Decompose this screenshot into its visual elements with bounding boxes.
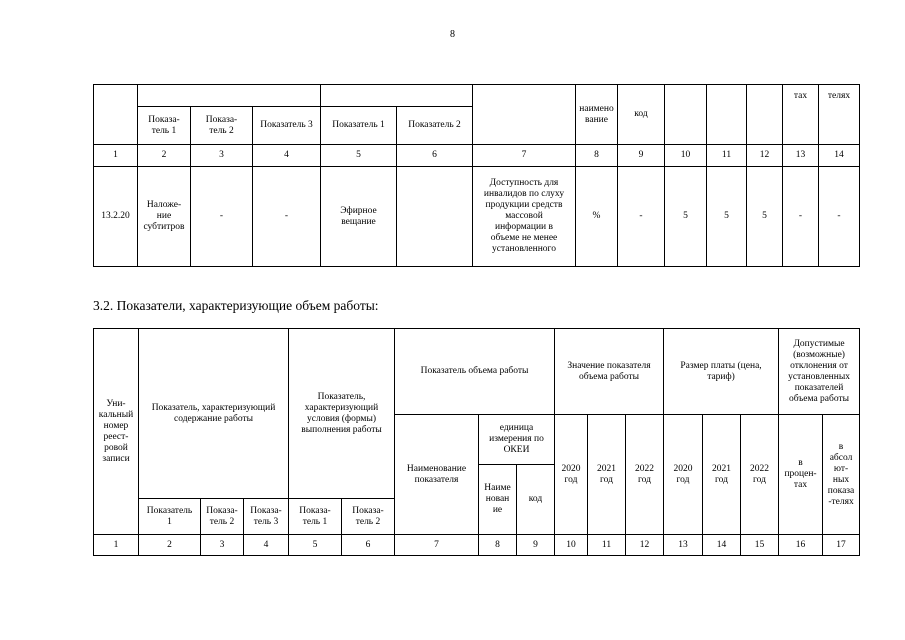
t1-sub-content-1: Показа- тель 1	[138, 107, 191, 145]
table-quality-indicators	[93, 84, 860, 267]
t1-cell-value-2: 5	[707, 167, 747, 267]
t1-header-year-3	[747, 85, 783, 145]
t2-header-conditions: Показатель, характеризующий условия (формы) выполнения работы	[289, 329, 395, 499]
t2-num-cell: 11	[588, 535, 626, 556]
t2-header-percent: в процен- тах	[779, 415, 823, 535]
t2-num-cell: 13	[664, 535, 703, 556]
t1-cell-unit: %	[576, 167, 618, 267]
t1-num-cell: 14	[819, 145, 860, 167]
t2-num-cell: 3	[201, 535, 244, 556]
t1-cell-conditions-2	[397, 167, 473, 267]
t1-number-row	[94, 145, 860, 167]
t1-sub-content-2: Показа- тель 2	[191, 107, 253, 145]
t2-header-year-value-2022: 2022 год	[626, 415, 664, 535]
t1-cell-value-1: 5	[665, 167, 707, 267]
t1-header-unit-code: код	[618, 85, 665, 145]
t1-sub-conditions-1: Показатель 1	[321, 107, 397, 145]
t2-header-absolute: в абсол ют- ных показа -телях	[823, 415, 860, 535]
t1-header-conditions-group	[321, 85, 473, 107]
t2-header-year-price-2020: 2020 год	[664, 415, 703, 535]
t2-num-cell: 5	[289, 535, 342, 556]
section-title: 3.2. Показатели, характеризующие объем работы:	[93, 298, 379, 313]
t1-num-cell: 10	[665, 145, 707, 167]
t1-cell-value-3: 5	[747, 167, 783, 267]
t2-header-year-value-2020: 2020 год	[555, 415, 588, 535]
t2-header-unique-number: Уни- кальный номер реест- ровой записи	[94, 329, 139, 535]
t2-num-cell: 4	[244, 535, 289, 556]
t1-cell-content-3: -	[253, 167, 321, 267]
t1-sub-content-3: Показатель 3	[253, 107, 321, 145]
t1-num-cell: 13	[783, 145, 819, 167]
t2-num-cell: 14	[703, 535, 741, 556]
t1-header-year-1	[665, 85, 707, 145]
t2-num-cell: 16	[779, 535, 823, 556]
t1-cell-unique-number: 13.2.20	[94, 167, 138, 267]
t2-number-row	[94, 535, 860, 556]
t2-sub-content-3: Показа- тель 3	[244, 499, 289, 535]
t1-sub-conditions-2: Показатель 2	[397, 107, 473, 145]
t2-header-unit-code: код	[517, 465, 555, 535]
t2-sub-content-1: Показатель 1	[139, 499, 201, 535]
t1-num-cell: 3	[191, 145, 253, 167]
t2-header-content: Показатель, характеризующий содержание работы	[139, 329, 289, 499]
t1-num-cell: 12	[747, 145, 783, 167]
t1-num-cell: 11	[707, 145, 747, 167]
t1-header-unique	[94, 85, 138, 145]
t1-cell-content-2: -	[191, 167, 253, 267]
t2-num-cell: 2	[139, 535, 201, 556]
t2-header-year-price-2022: 2022 год	[741, 415, 779, 535]
t2-header-indicator-name: Наименование показателя	[395, 415, 479, 535]
t1-header-unit-name: наимено вание	[576, 85, 618, 145]
t1-num-cell: 9	[618, 145, 665, 167]
t1-num-cell: 6	[397, 145, 473, 167]
t2-sub-content-2: Показа- тель 2	[201, 499, 244, 535]
t2-header-year-price-2021: 2021 год	[703, 415, 741, 535]
t1-cell-conditions-1: Эфирное вещание	[321, 167, 397, 267]
t2-header-volume: Показатель объема работы	[395, 329, 555, 415]
t2-header-deviation: Допустимые (возможные) отклонения от установленных показателей объема работы	[779, 329, 860, 415]
t1-num-cell: 8	[576, 145, 618, 167]
t2-header-year-value-2021: 2021 год	[588, 415, 626, 535]
t2-header-price: Размер платы (цена, тариф)	[664, 329, 779, 415]
table-volume-indicators	[93, 328, 860, 556]
t1-header-indicator-name	[473, 85, 576, 145]
t2-num-cell: 15	[741, 535, 779, 556]
t2-num-cell: 7	[395, 535, 479, 556]
t2-num-cell: 12	[626, 535, 664, 556]
t1-num-cell: 4	[253, 145, 321, 167]
t1-num-cell: 1	[94, 145, 138, 167]
t2-sub-conditions-2: Показа- тель 2	[342, 499, 395, 535]
t2-num-cell: 9	[517, 535, 555, 556]
t1-num-cell: 7	[473, 145, 576, 167]
t1-header-year-2	[707, 85, 747, 145]
t1-cell-content-1: Наложе- ние субтитров	[138, 167, 191, 267]
t1-header-content-group	[138, 85, 321, 107]
t2-header-unit: единица измерения по ОКЕИ	[479, 415, 555, 465]
t2-num-cell: 8	[479, 535, 517, 556]
t1-cell-code: -	[618, 167, 665, 267]
t1-cell-deviation-pct: -	[783, 167, 819, 267]
t2-num-cell: 6	[342, 535, 395, 556]
t1-num-cell: 2	[138, 145, 191, 167]
t1-data-row	[94, 167, 860, 267]
t1-cell-indicator-name: Доступность для инвалидов по слуху продукции средств массовой информации в объеме не менее установленного	[473, 167, 576, 267]
t1-num-cell: 5	[321, 145, 397, 167]
t2-num-cell: 10	[555, 535, 588, 556]
t2-sub-conditions-1: Показа- тель 1	[289, 499, 342, 535]
t2-header-unit-name: Наиме нован ие	[479, 465, 517, 535]
t2-num-cell: 1	[94, 535, 139, 556]
t1-header-telyah: телях	[819, 85, 860, 145]
t2-num-cell: 17	[823, 535, 860, 556]
t2-header-value: Значение показателя объема работы	[555, 329, 664, 415]
t1-header-tax: тах	[783, 85, 819, 145]
page-number: 8	[450, 29, 455, 40]
t1-cell-deviation-abs: -	[819, 167, 860, 267]
